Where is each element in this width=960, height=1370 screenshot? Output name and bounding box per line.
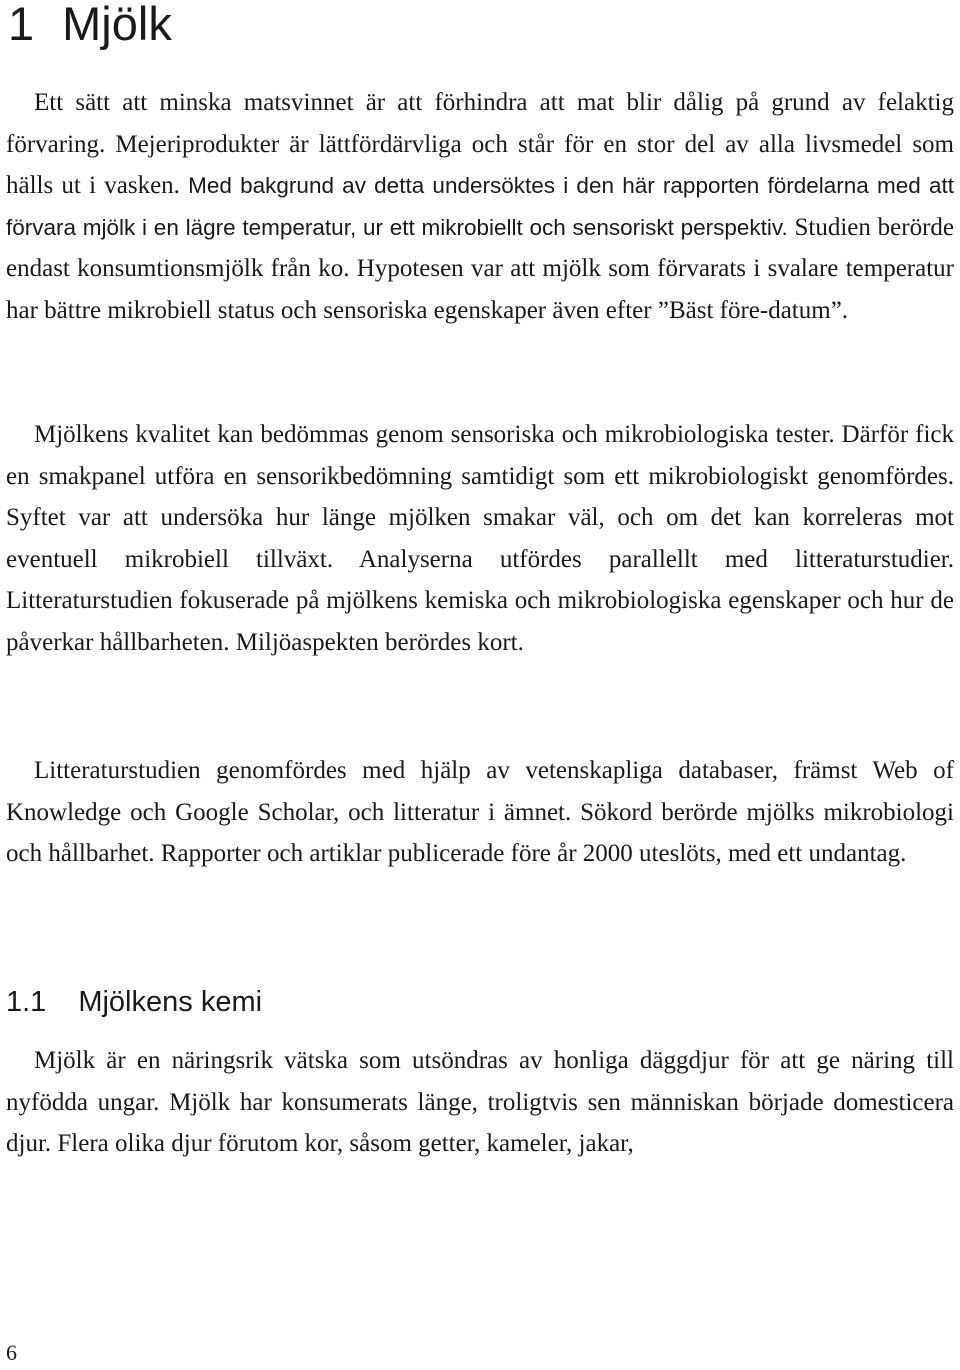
chapter-heading xyxy=(8,0,172,52)
page-number: 6 xyxy=(6,1340,17,1365)
intro-paragraph-purpose: Med bakgrund av detta undersöktes i den här rapporten fördelarna med att förvara mjölk i en lägre temperatur, ur ett mikrobiellt och sensoriskt perspektiv. xyxy=(6,173,955,240)
section-paragraph: Mjölk är en näringsrik vätska som utsöndras av honliga däggdjur för att ge näring till nyfödda ungar. Mjölk har konsumerats länge, troligtvis sen människan började domesticera djur. Flera olika djur förutom kor, såsom getter, kameler, jakar, xyxy=(6,1047,954,1158)
method-paragraph: Mjölkens kvalitet kan bedömmas genom sensoriska och mikrobiologiska tester. Därför fick en smakpanel utföra en sensorikbedömning samtidigt som ett mikrobiologiskt genomfördes. Syftet var att undersöka hur länge mjölken smakar väl, och om det kan korreleras mot eventuell mikrobiell tillväxt. Analyserna utfördes parallellt med litteraturstudier. Litteraturstudien fokuserade på mjölkens kemiska och mikrobiologiska egenskaper och hur de påverkar hållbarheten. Miljöaspekten berördes kort. xyxy=(6,421,954,656)
chapter-title: Mjölk xyxy=(62,0,172,50)
chapter-number: 1 xyxy=(8,0,35,50)
section-title: Mjölkens kemi xyxy=(78,986,263,1018)
intro-paragraph-lead: Ett sätt att minska matsvinnet är att förhindra att mat blir dålig på grund av felaktig förvaring. Mejeriprodukter är lättfördärvliga och står för en stor del av alla livsmedel som hälls ut i vasken. xyxy=(6,89,954,200)
intro-paragraph xyxy=(6,82,954,332)
section-heading xyxy=(6,982,262,1022)
intro-paragraph-hypothesis: Studien berörde endast konsumtionsmjölk från ko. Hypotesen var att mjölk som förvarats i svalare temperatur har bättre mikrobiell status och sensoriska egenskaper även efter ”Bäst före-datum”. xyxy=(6,213,954,324)
section-number: 1.1 xyxy=(6,986,47,1018)
literature-paragraph: Litteraturstudien genomfördes med hjälp av vetenskapliga databaser, främst Web of Knowledge och Google Scholar, och litteratur i ämnet. Sökord berörde mjölks mikrobiologi och hållbarhet. Rapporter och artiklar publicerade före år 2000 uteslöts, med ett undantag. xyxy=(6,757,954,868)
